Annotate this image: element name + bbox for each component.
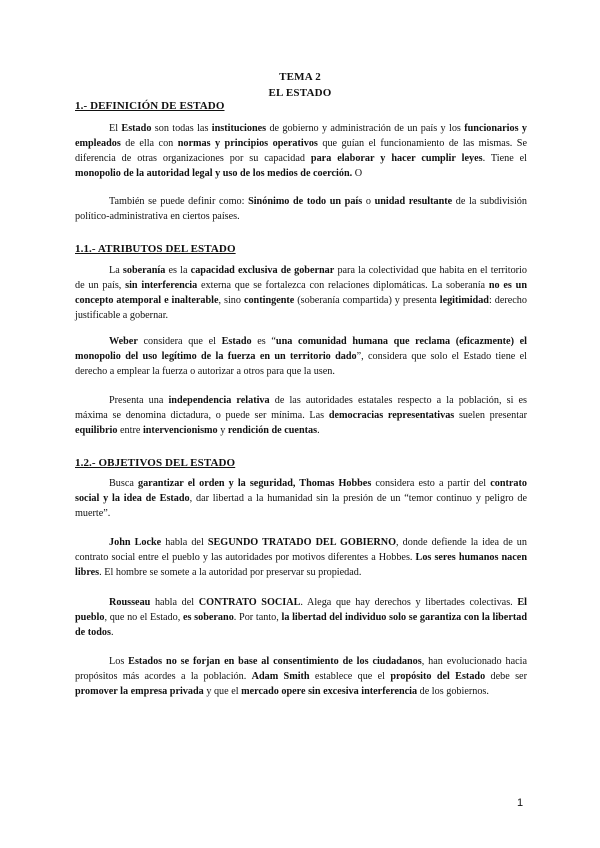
bold-text-run: garantizar el orden y la seguridad, Thomas Hobbes [137,478,372,489]
bold-text-run: Los seres humanos nacen libres [75,552,527,578]
bold-text-run: Estados no se forjan en base al consentimiento de los ciudadanos [128,656,422,667]
text-run: o [362,196,375,207]
section-1-2-heading: 1.2.- OBJETIVOS DEL ESTADO [75,457,236,469]
text-run: , han evolucionado hacia propósitos más acordes a la población. [75,656,527,682]
bold-text-run: capacidad exclusiva de gobernar [190,265,335,276]
text-run: También se puede definir como: [109,196,249,207]
text-run: establece que el [309,671,391,682]
bold-text-run: mercado opere sin excesiva interferencia [241,686,418,697]
text-run: habla del [161,537,208,548]
bold-text-run: normas y principios operativos [177,138,318,149]
bold-text-run: independencia relativa [168,395,270,406]
page-number: 1 [517,797,524,809]
section-1-2-paragraph-4 [75,654,527,699]
bold-text-run: contrato social y la idea de Estado [75,478,527,504]
text-run: son todas las [151,123,212,134]
bold-text-run: Weber [109,336,138,347]
text-run: suelen presentar [454,410,527,421]
text-run: . Alega que hay derechos y libertades colectivas. [300,597,518,608]
bold-text-run: SEGUNDO TRATADO DEL GOBIERNO [207,537,397,548]
bold-text-run: la libertad del individuo solo se garantiza con la libertad de todos [75,612,528,638]
bold-text-run: para elaborar y hacer cumplir leyes [310,153,483,164]
section-1-1-heading: 1.1.- ATRIBUTOS DEL ESTADO [75,243,236,255]
text-run: , que no el Estado, [104,612,183,623]
text-run: de la subdivisión político-administrativa en ciertos países. [75,196,527,222]
text-run: de gobierno y administración de un país y los [266,123,465,134]
text-run: para la colectividad que habita en el territorio de un país, [75,265,527,291]
text-run: Presenta una [109,395,169,406]
bold-text-run: monopolio de la autoridad legal y uso de los medios de coerción. [75,168,353,179]
text-run: es la [165,265,191,276]
text-run: . Por tanto, [233,612,282,623]
bold-text-run: Estado [121,123,152,134]
text-run: es “ [251,336,276,347]
text-run: habla del [150,597,199,608]
section-1-heading: 1.- DEFINICIÓN DE ESTADO [75,100,225,112]
bold-text-run: contingente [243,295,295,306]
document-title: TEMA 2 [279,71,321,83]
bold-text-run: unidad resultante [374,196,453,207]
text-run: (soberanía compartida) y presenta [294,295,440,306]
text-run: entre [117,425,143,436]
section-1-1-paragraph-2 [75,334,527,379]
section-1-1-paragraph-3 [75,393,527,438]
text-run: . [317,425,320,436]
section-1-2-paragraph-3 [75,595,527,640]
bold-text-run: Rousseau [109,597,151,608]
bold-text-run: intervencionismo [142,425,218,436]
text-run: ”, considera que solo el Estado tiene el derecho a emplear la fuerza o autorizar a otros para que la usen. [75,351,527,377]
section-1-1-paragraph-1 [75,263,527,323]
text-run: debe ser [485,671,527,682]
bold-text-run: Estado [221,336,252,347]
text-run: de ella con [120,138,178,149]
bold-text-run: no es un concepto atemporal e inalterable [75,280,528,306]
bold-text-run: promover la empresa privada [75,686,204,697]
text-run: La [109,265,123,276]
section-1-paragraph-2 [75,194,527,224]
section-1-paragraph-1 [75,121,527,181]
text-run: Busca [109,478,138,489]
bold-text-run: instituciones [211,123,267,134]
text-run: . El hombre se somete a la autoridad por preservar su propiedad. [99,567,362,578]
text-run: O [352,168,363,179]
bold-text-run: Sinónimo de todo un país [248,196,363,207]
bold-text-run: es soberano [182,612,234,623]
bold-text-run: CONTRATO SOCIAL [198,597,301,608]
bold-text-run: legitimidad [439,295,489,306]
text-run: , donde defiende la idea de un contrato social entre el pueblo y las autoridades por motivos diferentes a Hobbes. [75,537,527,563]
text-run: El [109,123,122,134]
text-run: : derecho justificable a gobernar. [75,295,527,321]
bold-text-run: sin interferencia [125,280,198,291]
bold-text-run: El pueblo [75,597,527,623]
text-run: . [110,627,114,638]
bold-text-run: equilibrio [75,425,118,436]
text-run: de los gobiernos. [417,686,489,697]
bold-text-run: propósito del Estado [390,671,486,682]
section-1-2-paragraph-1 [75,476,527,521]
text-run: de las autoridades estatales respecto a la población, si es máxima se denomina dictadura, o puede ser mínima. Las [75,395,528,421]
bold-text-run: una comunidad humana que reclama (eficazmente) el monopolio del uso legítimo de la fuerza en un territorio dado [75,336,527,362]
text-run: externa que se fortalezca con relaciones diplomáticas. La soberanía [197,280,489,291]
bold-text-run: Adam Smith [251,671,310,682]
text-run: considera esto a partir del [371,478,491,489]
bold-text-run: funcionarios y empleados [75,123,527,149]
text-run: , sino [218,295,244,306]
bold-text-run: democracias representativas [328,410,455,421]
bold-text-run: rendición de cuentas [227,425,318,436]
text-run: y que el [203,686,242,697]
text-run: , dar libertad a la humanidad sin la presión de un “temor continuo y peligro de muerte”. [75,493,527,519]
text-run: . Tiene el [482,153,527,164]
text-run: y [217,425,228,436]
section-1-2-paragraph-2 [75,535,527,580]
text-run: que guían el funcionamiento de las mismas. Se diferencia de otras organizaciones por su capacidad [75,138,527,164]
bold-text-run: John Locke [109,537,162,548]
text-run: considera que el [137,336,222,347]
text-run: Los [109,656,129,667]
document-subtitle: EL ESTADO [268,87,332,99]
bold-text-run: soberanía [122,265,166,276]
